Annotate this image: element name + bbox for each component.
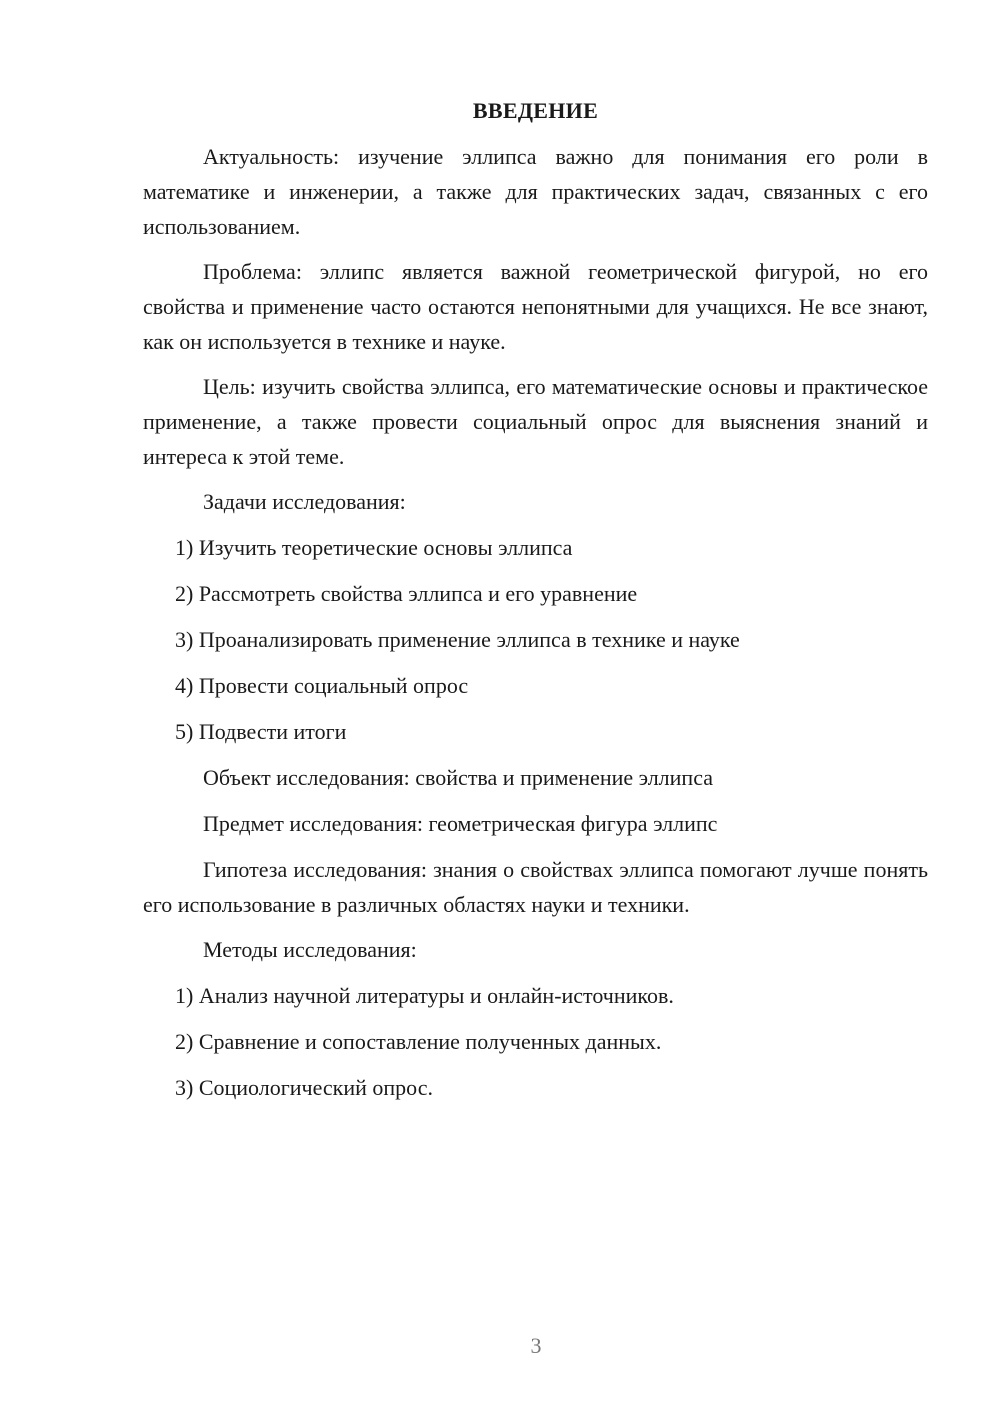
task-item: 1) Изучить теоретические основы эллипса xyxy=(175,535,573,560)
task-item: 3) Проанализировать применение эллипса в технике и науке xyxy=(175,627,740,652)
method-item: 3) Социологический опрос. xyxy=(175,1075,433,1100)
methods-heading: Методы исследования: xyxy=(203,937,417,962)
object-line: Объект исследования: свойства и применение эллипса xyxy=(203,765,713,790)
hypothesis-paragraph: Гипотеза исследования: знания о свойствах эллипса помогают лучше понять его использование в различных областях науки и техники. xyxy=(143,857,928,917)
task-item: 5) Подвести итоги xyxy=(175,719,347,744)
page-content xyxy=(143,96,928,1116)
problem-paragraph: Проблема: эллипс является важной геометрической фигурой, но его свойства и применение часто остаются непонятными для учащихся. Не все знают, как он используется в технике и науке. xyxy=(143,259,928,354)
method-item: 1) Анализ научной литературы и онлайн-источников. xyxy=(175,983,674,1008)
page-number: 3 xyxy=(530,1333,542,1358)
subject-line: Предмет исследования: геометрическая фигура эллипс xyxy=(203,811,718,836)
task-item: 2) Рассмотреть свойства эллипса и его уравнение xyxy=(175,581,638,606)
goal-paragraph: Цель: изучить свойства эллипса, его математические основы и практическое применение, а также провести социальный опрос для выяснения знаний и интереса к этой теме. xyxy=(143,374,928,469)
page-title: ВВЕДЕНИЕ xyxy=(472,98,599,123)
relevance-paragraph: Актуальность: изучение эллипса важно для понимания его роли в математике и инженерии, а также для практических задач, связанных с его использованием. xyxy=(143,144,928,239)
method-item: 2) Сравнение и сопоставление полученных данных. xyxy=(175,1029,662,1054)
tasks-heading: Задачи исследования: xyxy=(203,489,406,514)
task-item: 4) Провести социальный опрос xyxy=(175,673,469,698)
